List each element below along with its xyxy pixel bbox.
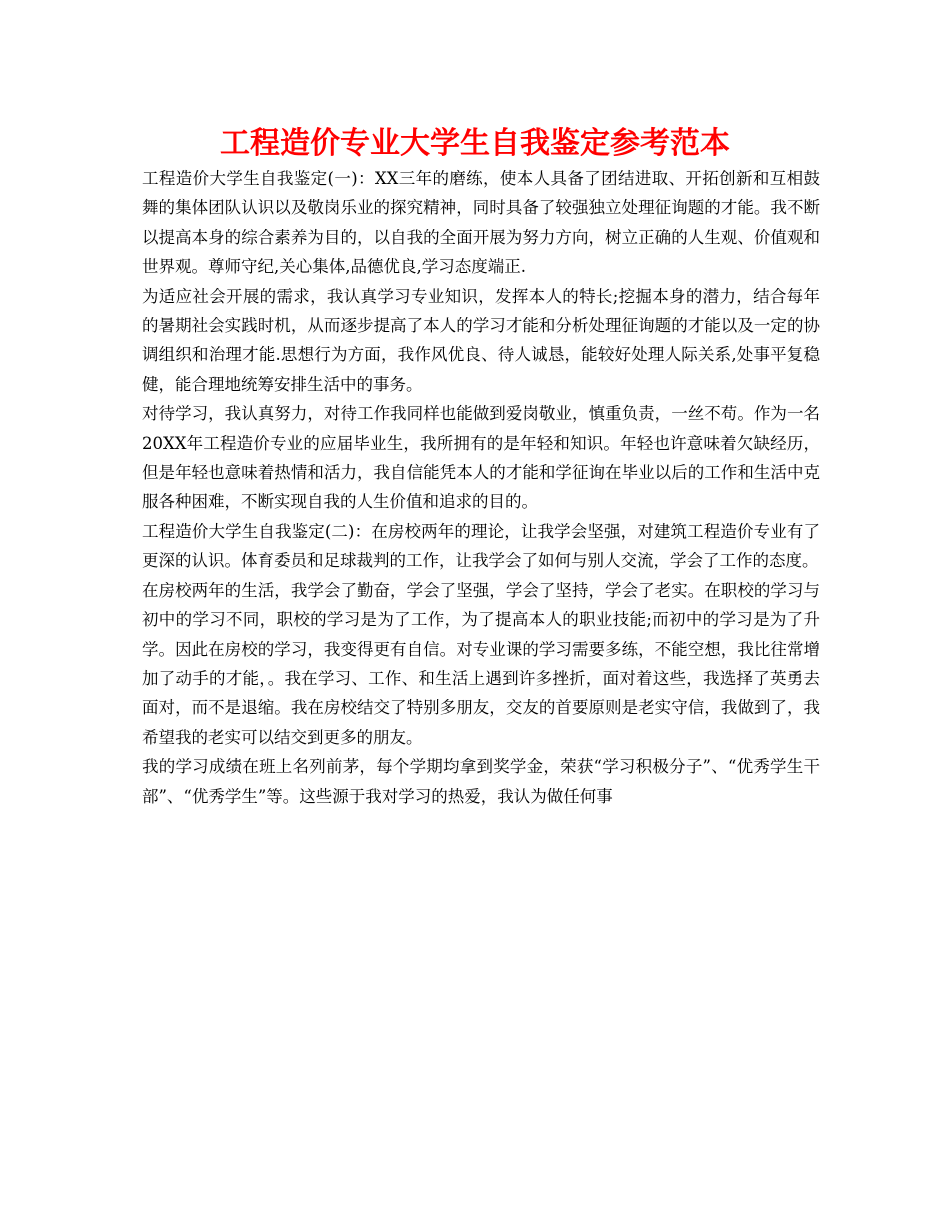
paragraph-2: 为适应社会开展的需求，我认真学习专业知识，发挥本人的特长;挖掘本身的潜力，结合每年的暑期社会实践时机，从而逐步提高了本人的学习才能和分析处理征询题的才能以及一定的协调组织和治理才能.思想行为方面，我作风优良、待人诚恳，能较好处理人际关系,处事平复稳健，能合理地统筹安排生活中的事务。 — [142, 286, 820, 394]
paragraph-6: 我的学习成绩在班上名列前茅，每个学期均拿到奖学金，荣获“学习积极分子”、“优秀学生干部”、“优秀学生”等。这些源于我对学习的热爱，我认为做任何事 — [142, 757, 820, 806]
paragraph-3: 对待学习，我认真努力，对待工作我同样也能做到爱岗敬业，慎重负责，一丝不苟。作为一名20XX年工程造价专业的应届毕业生，我所拥有的是年轻和知识。年轻也许意味着欠缺经历，但是年轻也意味着热情和活力，我自信能凭本人的才能和学征询在毕业以后的工作和生活中克服各种困难，不断实现自我的人生价值和追求的目的。 — [142, 404, 820, 512]
paragraph-4: 工程造价大学生自我鉴定(二)：在房校两年的理论，让我学会坚强，对建筑工程造价专业有了更深的认识。体育委员和足球裁判的工作，让我学会了如何与别人交流，学会了工作的态度。 — [142, 521, 820, 571]
paragraph-1: 工程造价大学生自我鉴定(一)：XX三年的磨练，使本人具备了团结进取、开拓创新和互相鼓舞的集体团队认识以及敬岗乐业的探究精神，同时具备了较强独立处理征询题的才能。我不断以提高本身的综合素养为目的，以自我的全面开展为努力方向，树立正确的人生观、价值观和世界观。尊师守纪,关心集体,品德优良,学习态度端正. — [142, 169, 820, 277]
document-title: 工程造价专业大学生自我鉴定参考范本 — [220, 126, 730, 161]
document-body — [142, 164, 820, 811]
paragraph-5: 在房校两年的生活，我学会了勤奋，学会了坚强，学会了坚持，学会了老实。在职校的学习与初中的学习不同，职校的学习是为了工作，为了提高本人的职业技能;而初中的学习是为了升学。因此在房校的学习，我变得更有自信。对专业课的学习需要多练，不能空想，我比往常增加了动手的才能，。我在学习、工作、和生活上遇到许多挫折，面对着这些，我选择了英勇去面对，而不是退缩。我在房校结交了特别多朋友，交友的首要原则是老实守信，我做到了，我希望我的老实可以结交到更多的朋友。 — [142, 580, 820, 747]
